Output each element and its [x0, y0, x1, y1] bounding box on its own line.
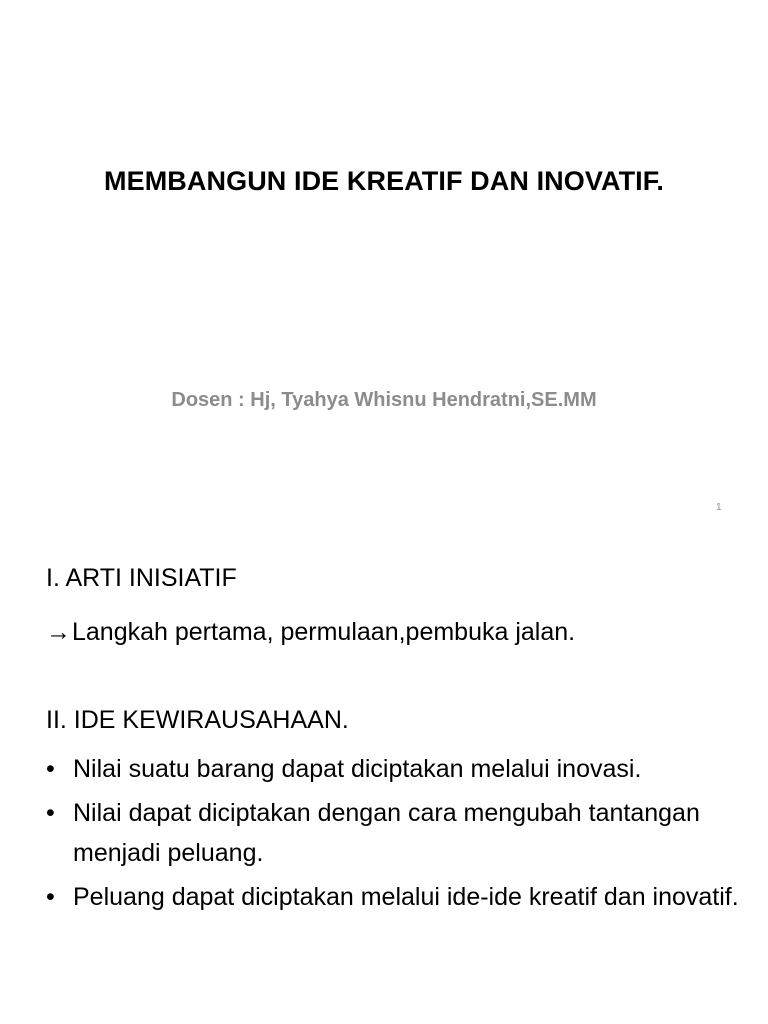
- list-item: [46, 749, 746, 789]
- section-heading-inisiatif: I. ARTI INISIATIF: [46, 564, 237, 592]
- page-number: 1: [716, 502, 722, 513]
- list-item: [46, 877, 746, 917]
- list-item: [46, 793, 746, 873]
- list-item-text: Nilai suatu barang dapat diciptakan melalui inovasi.: [73, 755, 642, 783]
- definition-line: [46, 618, 575, 647]
- definition-text: Langkah pertama, permulaan,pembuka jalan.: [72, 618, 576, 646]
- section-heading-kewirausahaan: II. IDE KEWIRAUSAHAAN.: [46, 706, 349, 734]
- list-item-text: Peluang dapat diciptakan melalui ide-ide kreatif dan inovatif.: [73, 883, 739, 911]
- bullet-icon: •: [46, 755, 55, 783]
- bullet-icon: •: [46, 883, 55, 911]
- slide-title: MEMBANGUN IDE KREATIF DAN INOVATIF.: [104, 166, 664, 196]
- content-slide: [0, 540, 768, 1024]
- bullet-icon: •: [46, 799, 55, 827]
- slide-subtitle: Dosen : Hj, Tyahya Whisnu Hendratni,SE.MM: [171, 389, 597, 411]
- list-item-text: Nilai dapat diciptakan dengan cara mengubah tantangan menjadi peluang.: [73, 799, 700, 867]
- arrow-right-icon: →: [46, 618, 71, 646]
- bullet-list: [46, 749, 746, 921]
